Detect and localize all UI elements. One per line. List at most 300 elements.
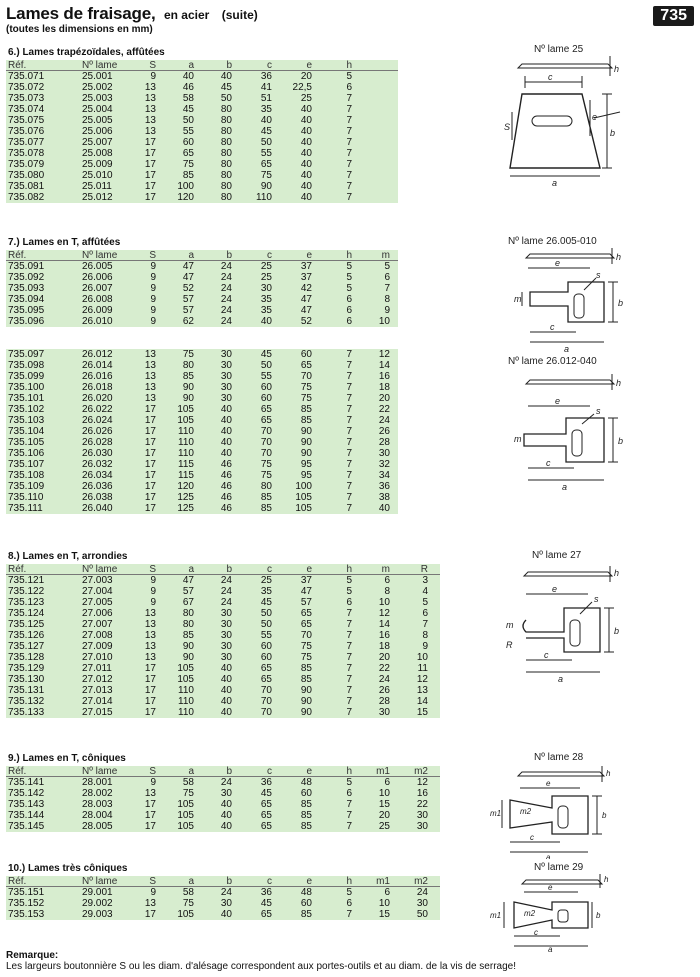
table-row	[6, 159, 398, 170]
table-cell: 15	[378, 799, 390, 810]
table-cell: 110	[178, 437, 194, 448]
table-cell: 735.101	[8, 393, 45, 404]
table-cell: 9	[150, 316, 156, 327]
table-cell: 57	[300, 597, 312, 608]
table-cell: 24	[378, 674, 390, 685]
table-cell: 120	[177, 481, 194, 492]
table-cell: 37	[300, 575, 312, 586]
table-cell: 47	[182, 575, 194, 586]
table-cell: 5	[346, 283, 352, 294]
table-cell: 10	[416, 652, 428, 663]
table-cell: 13	[144, 104, 156, 115]
table-cell: 90	[182, 393, 194, 404]
column-header: S	[149, 250, 156, 261]
svg-text:c: c	[544, 650, 549, 660]
table-cell: 7	[346, 159, 352, 170]
table-cell: 6	[384, 777, 390, 788]
column-header: m	[381, 564, 390, 575]
svg-text:a: a	[564, 344, 570, 354]
table-row	[6, 597, 440, 608]
table-cell: 55	[260, 148, 272, 159]
table-lames-28	[6, 766, 440, 832]
table-cell: 735.125	[8, 619, 45, 630]
table-lames-29	[6, 876, 440, 920]
table-cell: 7	[346, 696, 352, 707]
table-cell: 16	[378, 371, 390, 382]
table-cell: 40	[378, 503, 390, 514]
table-cell: 22,5	[292, 82, 312, 93]
table-cell: 7	[346, 170, 352, 181]
table-row	[6, 608, 440, 619]
table-cell: 65	[260, 821, 272, 832]
table-cell: 30	[220, 371, 232, 382]
table-cell: 85	[300, 663, 312, 674]
svg-text:s: s	[596, 406, 601, 416]
table-cell: 100	[177, 181, 194, 192]
table-cell: 13	[144, 619, 156, 630]
table-cell: 9	[150, 283, 156, 294]
column-header: Réf.	[8, 766, 27, 777]
column-header: Nº lame	[82, 564, 118, 575]
table-cell: 17	[144, 663, 156, 674]
table-cell: 47	[300, 305, 312, 316]
table-cell: 25	[260, 261, 272, 272]
figure-label: Nº lame 28	[534, 752, 584, 763]
table-cell: 9	[384, 305, 390, 316]
table-cell: 110	[178, 685, 194, 696]
table-cell: 13	[144, 898, 156, 909]
table-row	[6, 283, 398, 294]
table-cell: 90	[300, 707, 312, 718]
table-cell: 735.076	[8, 126, 45, 137]
table-cell: 20	[378, 810, 390, 821]
diagram-lame-26-005	[500, 248, 695, 358]
table-cell: 17	[144, 415, 156, 426]
table-cell: 735.122	[8, 586, 45, 597]
table-cell: 10	[378, 316, 390, 327]
table-cell: 25.007	[82, 137, 113, 148]
table-row	[6, 898, 440, 909]
table-row	[6, 126, 398, 137]
table-cell: 105	[177, 821, 194, 832]
section-10	[6, 862, 440, 920]
table-cell: 6	[422, 608, 428, 619]
table-cell: 58	[182, 93, 194, 104]
table-cell: 36	[260, 887, 272, 898]
table-cell: 735.081	[8, 181, 45, 192]
table-cell: 25.009	[82, 159, 113, 170]
table-cell: 40	[220, 404, 232, 415]
table-cell: 13	[144, 608, 156, 619]
table-cell: 65	[260, 415, 272, 426]
table-cell: 7	[346, 608, 352, 619]
diagram-lame-25	[490, 56, 695, 206]
column-header: Nº lame	[82, 766, 118, 777]
table-row	[6, 641, 440, 652]
svg-text:m: m	[514, 294, 522, 304]
table-cell: 60	[300, 898, 312, 909]
table-cell: 7	[346, 470, 352, 481]
svg-text:e: e	[555, 258, 561, 268]
table-cell: 6	[346, 294, 352, 305]
table-cell: 22	[378, 663, 390, 674]
table-cell: 40	[220, 448, 232, 459]
svg-text:a: a	[548, 945, 553, 952]
table-cell: 735.080	[8, 170, 45, 181]
table-cell: 17	[144, 821, 156, 832]
table-cell: 17	[144, 181, 156, 192]
table-row	[6, 71, 398, 82]
column-header: m1	[376, 876, 390, 887]
table-cell: 65	[300, 619, 312, 630]
figure-lame-27	[500, 550, 695, 700]
svg-text:e: e	[592, 112, 598, 122]
table-cell: 26.016	[82, 371, 113, 382]
table-cell: 30	[220, 608, 232, 619]
table-row	[6, 382, 398, 393]
svg-text:m1: m1	[490, 911, 502, 920]
table-cell: 26.026	[82, 426, 113, 437]
table-cell: 13	[144, 630, 156, 641]
table-cell: 735.121	[8, 575, 45, 586]
table-cell: 6	[346, 316, 352, 327]
table-row	[6, 115, 398, 126]
figure-label: Nº lame 26.012-040	[508, 356, 597, 367]
diagram-lame-27	[500, 562, 695, 687]
table-cell: 7	[346, 181, 352, 192]
svg-text:a: a	[546, 853, 551, 859]
table-cell: 26.014	[82, 360, 113, 371]
svg-text:b: b	[614, 626, 620, 636]
column-header: e	[306, 766, 312, 777]
table-cell: 28	[378, 437, 390, 448]
table-cell: 70	[300, 371, 312, 382]
table-cell: 27.013	[82, 685, 113, 696]
table-cell: 7	[346, 437, 352, 448]
table-cell: 13	[144, 652, 156, 663]
table-cell: 18	[378, 641, 390, 652]
table-cell: 17	[144, 481, 156, 492]
table-cell: 40	[220, 415, 232, 426]
table-cell: 105	[177, 909, 194, 920]
table-cell: 25	[260, 272, 272, 283]
table-cell: 735.071	[8, 71, 45, 82]
table-cell: 3	[422, 575, 428, 586]
table-cell: 7	[346, 382, 352, 393]
svg-text:e: e	[552, 584, 558, 594]
table-cell: 65	[260, 909, 272, 920]
table-cell: 7	[384, 283, 390, 294]
table-cell: 90	[300, 448, 312, 459]
table-cell: 26.012	[82, 349, 113, 360]
table-row	[6, 575, 440, 586]
column-header: a	[188, 766, 194, 777]
section-7	[6, 236, 398, 514]
table-cell: 30	[220, 382, 232, 393]
table-cell: 30	[220, 360, 232, 371]
table-cell: 26.024	[82, 415, 113, 426]
table-cell: 40	[220, 821, 232, 832]
table-cell: 120	[177, 192, 194, 203]
table-cell: 735.123	[8, 597, 45, 608]
table-row	[6, 93, 398, 104]
table-cell: 57	[182, 294, 194, 305]
table-cell: 40	[300, 181, 312, 192]
table-cell: 65	[300, 608, 312, 619]
table-cell: 17	[144, 685, 156, 696]
table-cell: 735.096	[8, 316, 45, 327]
table-cell: 17	[144, 148, 156, 159]
table-cell: 5	[346, 575, 352, 586]
svg-text:S: S	[504, 122, 511, 132]
table-cell: 50	[220, 93, 232, 104]
table-cell: 40	[300, 104, 312, 115]
table-cell: 65	[260, 159, 272, 170]
table-cell: 50	[416, 909, 428, 920]
table-cell: 7	[422, 619, 428, 630]
table-cell: 55	[260, 630, 272, 641]
table-row	[6, 630, 440, 641]
table-cell: 9	[422, 641, 428, 652]
table-cell: 30	[220, 641, 232, 652]
figure-label: Nº lame 29	[534, 862, 584, 873]
table-cell: 35	[260, 305, 272, 316]
table-cell: 17	[144, 503, 156, 514]
table-cell: 58	[182, 887, 194, 898]
section-title: 8.) Lames en T, arrondies	[8, 551, 128, 562]
table-cell: 40	[300, 192, 312, 203]
table-cell: 13	[144, 393, 156, 404]
table-cell: 40	[220, 674, 232, 685]
table-cell: 57	[182, 586, 194, 597]
table-cell: 13	[144, 126, 156, 137]
column-header: b	[226, 250, 232, 261]
table-cell: 6	[346, 898, 352, 909]
table-cell: 17	[144, 159, 156, 170]
table-cell: 28.001	[82, 777, 113, 788]
table-cell: 7	[346, 415, 352, 426]
table-cell: 85	[300, 821, 312, 832]
column-header: b	[226, 60, 232, 71]
svg-text:e: e	[548, 883, 553, 892]
table-cell: 9	[150, 597, 156, 608]
table-row	[6, 437, 398, 448]
table-cell: 40	[182, 71, 194, 82]
page-title-line	[6, 4, 258, 24]
table-cell: 25.001	[82, 71, 113, 82]
table-cell: 85	[300, 810, 312, 821]
table-cell: 7	[346, 115, 352, 126]
table-lames-26-a	[6, 250, 398, 327]
table-cell: 90	[300, 685, 312, 696]
table-cell: 65	[260, 663, 272, 674]
table-cell: 85	[260, 503, 272, 514]
table-cell: 37	[300, 272, 312, 283]
diagram-lame-26-012	[500, 368, 695, 493]
table-cell: 70	[260, 437, 272, 448]
table-row	[6, 316, 398, 327]
table-cell: 34	[378, 470, 390, 481]
table-row	[6, 272, 398, 283]
table-cell: 25.003	[82, 93, 113, 104]
svg-text:h: h	[606, 769, 611, 778]
table-cell: 20	[300, 71, 312, 82]
table-cell: 35	[260, 586, 272, 597]
table-header-row	[6, 564, 440, 575]
table-cell: 28.003	[82, 799, 113, 810]
table-cell: 27.009	[82, 641, 113, 652]
table-cell: 30	[416, 821, 428, 832]
table-cell: 40	[300, 148, 312, 159]
table-cell: 735.098	[8, 360, 45, 371]
table-cell: 40	[300, 115, 312, 126]
column-header: Réf.	[8, 60, 27, 71]
column-header: a	[188, 60, 194, 71]
table-cell: 7	[346, 192, 352, 203]
table-cell: 80	[182, 608, 194, 619]
svg-text:c: c	[546, 458, 551, 468]
table-cell: 26.036	[82, 481, 113, 492]
figure-lame-28	[490, 752, 695, 857]
table-cell: 10	[378, 898, 390, 909]
table-cell: 36	[378, 481, 390, 492]
table-cell: 60	[300, 349, 312, 360]
table-row	[6, 181, 398, 192]
page-title: Lames de fraisage,	[6, 4, 156, 23]
table-cell: 5	[346, 261, 352, 272]
svg-text:c: c	[530, 833, 534, 842]
column-header: e	[306, 876, 312, 887]
svg-text:a: a	[562, 482, 568, 492]
table-cell: 26.040	[82, 503, 113, 514]
table-cell: 45	[260, 788, 272, 799]
table-cell: 46	[182, 82, 194, 93]
table-cell: 7	[346, 630, 352, 641]
table-cell: 30	[378, 448, 390, 459]
svg-text:m2: m2	[520, 807, 532, 816]
table-row	[6, 503, 398, 514]
table-cell: 27.008	[82, 630, 113, 641]
column-header: c	[267, 766, 272, 777]
table-cell: 20	[378, 652, 390, 663]
column-header: h	[346, 250, 352, 261]
table-lames-25	[6, 60, 398, 203]
table-cell: 735.094	[8, 294, 45, 305]
table-cell: 65	[260, 404, 272, 415]
table-cell: 7	[346, 503, 352, 514]
table-cell: 60	[260, 382, 272, 393]
table-cell: 13	[144, 382, 156, 393]
table-cell: 735.132	[8, 696, 45, 707]
svg-text:s: s	[594, 594, 599, 604]
table-cell: 105	[177, 663, 194, 674]
table-cell: 7	[346, 137, 352, 148]
table-cell: 90	[300, 696, 312, 707]
table-cell: 90	[300, 437, 312, 448]
table-cell: 75	[300, 652, 312, 663]
column-header: a	[188, 876, 194, 887]
table-cell: 735.072	[8, 82, 45, 93]
table-cell: 13	[144, 349, 156, 360]
page-subtitle: (toutes les dimensions en mm)	[6, 24, 153, 35]
table-cell: 80	[220, 159, 232, 170]
table-row	[6, 707, 440, 718]
table-cell: 75	[182, 898, 194, 909]
table-row	[6, 404, 398, 415]
table-cell: 70	[260, 685, 272, 696]
table-cell: 7	[346, 619, 352, 630]
table-cell: 110	[178, 707, 194, 718]
table-cell: 735.126	[8, 630, 45, 641]
table-cell: 30	[416, 898, 428, 909]
table-cell: 12	[416, 777, 428, 788]
table-cell: 80	[182, 360, 194, 371]
table-cell: 80	[220, 104, 232, 115]
table-cell: 26.006	[82, 272, 113, 283]
table-cell: 40	[220, 71, 232, 82]
table-cell: 26.028	[82, 437, 113, 448]
table-cell: 75	[260, 170, 272, 181]
table-cell: 735.141	[8, 777, 45, 788]
table-cell: 735.102	[8, 404, 45, 415]
table-row	[6, 674, 440, 685]
table-cell: 7	[346, 371, 352, 382]
table-cell: 7	[346, 459, 352, 470]
table-row	[6, 459, 398, 470]
table-cell: 26.010	[82, 316, 113, 327]
table-row	[6, 663, 440, 674]
table-cell: 40	[220, 685, 232, 696]
table-cell: 80	[220, 181, 232, 192]
table-cell: 41	[260, 82, 272, 93]
table-lames-27	[6, 564, 440, 718]
table-cell: 24	[220, 316, 232, 327]
column-header: c	[267, 250, 272, 261]
table-cell: 16	[378, 630, 390, 641]
table-cell: 5	[384, 261, 390, 272]
table-cell: 735.078	[8, 148, 45, 159]
table-cell: 26.020	[82, 393, 113, 404]
table-cell: 35	[260, 104, 272, 115]
table-row	[6, 586, 440, 597]
table-cell: 7	[346, 481, 352, 492]
table-cell: 40	[220, 810, 232, 821]
table-row	[6, 821, 440, 832]
table-cell: 735.108	[8, 470, 45, 481]
table-cell: 50	[182, 115, 194, 126]
table-cell: 17	[144, 437, 156, 448]
table-cell: 735.152	[8, 898, 45, 909]
svg-text:h: h	[614, 568, 620, 578]
table-cell: 12	[416, 674, 428, 685]
table-cell: 735.124	[8, 608, 45, 619]
table-cell: 735.142	[8, 788, 45, 799]
table-cell: 95	[300, 470, 312, 481]
table-cell: 10	[378, 788, 390, 799]
table-cell: 80	[220, 192, 232, 203]
table-cell: 105	[295, 492, 312, 503]
table-cell: 735.128	[8, 652, 45, 663]
table-cell: 7	[346, 909, 352, 920]
figure-lame-26-012	[500, 356, 695, 492]
column-header: h	[346, 60, 352, 71]
svg-text:m: m	[514, 434, 522, 444]
table-cell: 50	[260, 137, 272, 148]
table-cell: 735.073	[8, 93, 45, 104]
table-cell: 15	[416, 707, 428, 718]
table-row	[6, 170, 398, 181]
svg-text:b: b	[618, 298, 624, 308]
